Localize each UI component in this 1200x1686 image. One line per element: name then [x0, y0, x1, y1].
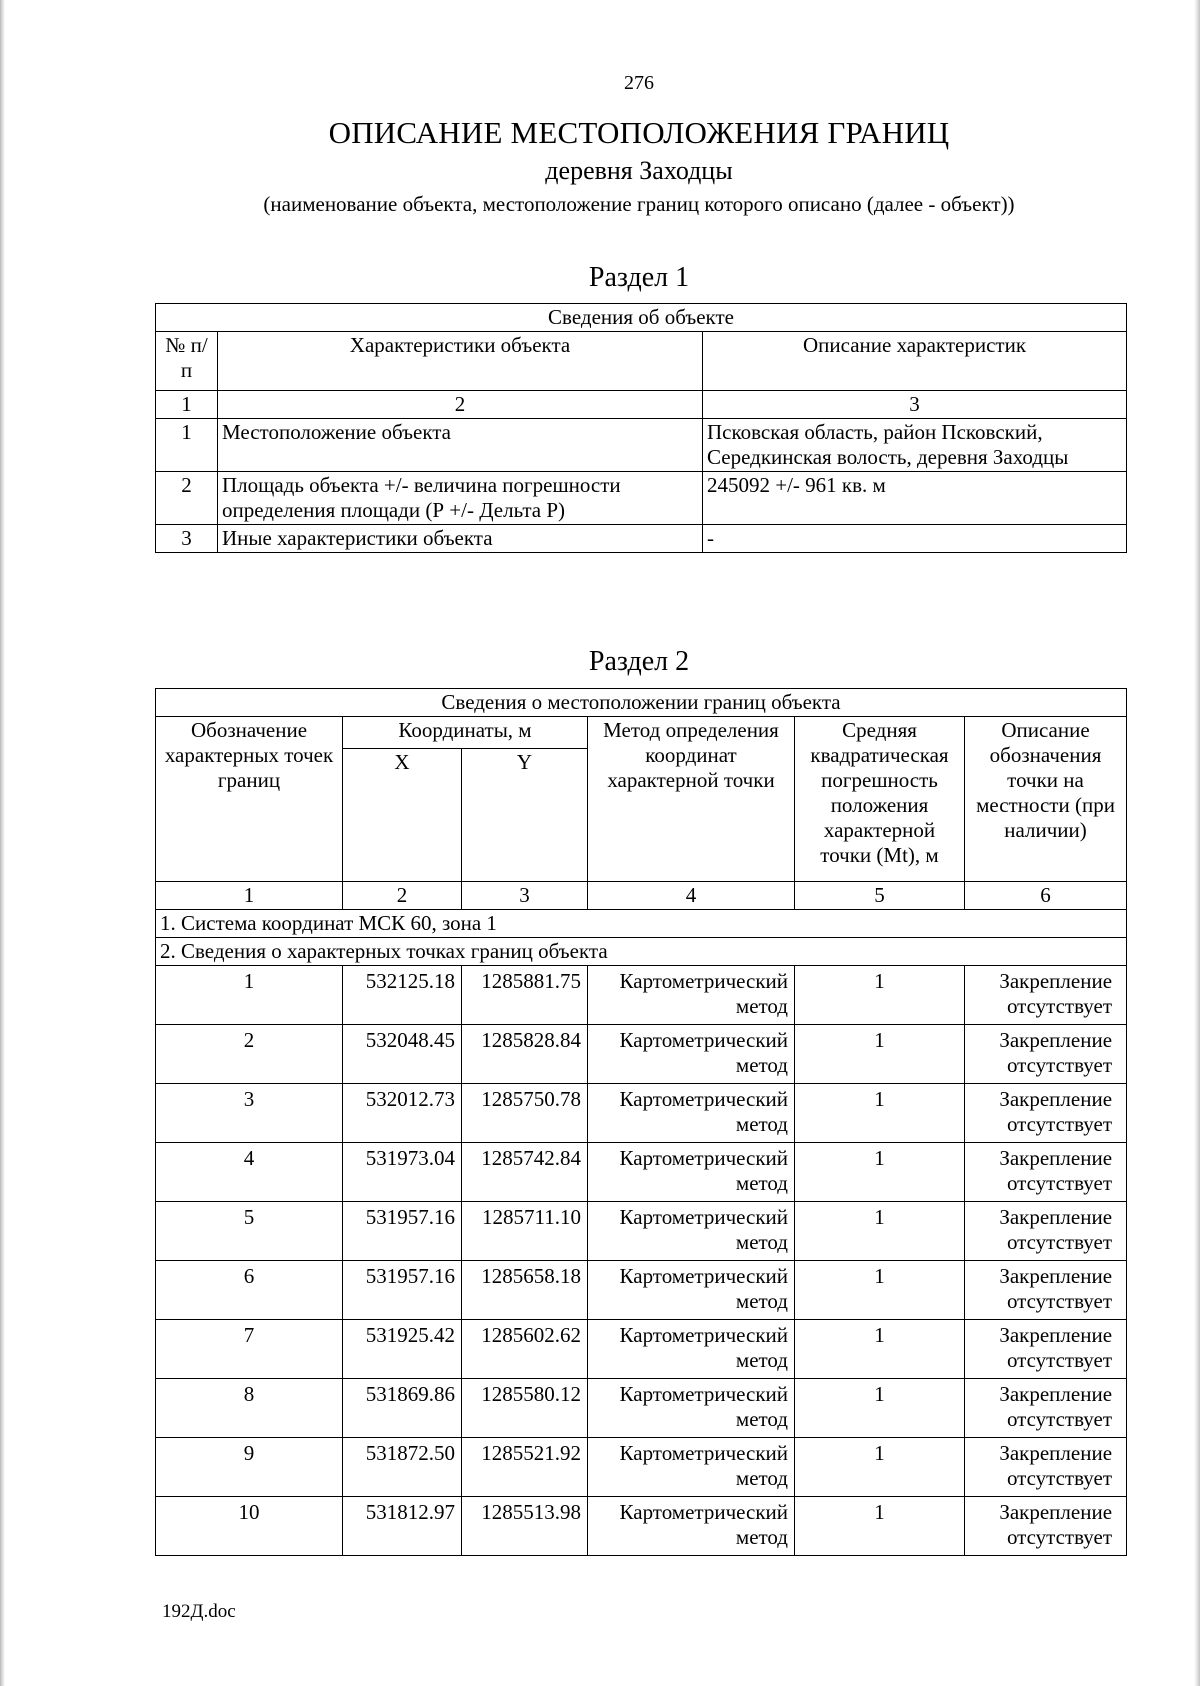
table1-header-num: № п/п	[156, 332, 218, 391]
table-row	[156, 1379, 1127, 1438]
table2-colnum: 2	[343, 882, 462, 910]
coord-y: 1285742.84	[462, 1143, 588, 1202]
point-description: Закрепление отсутствует	[965, 1438, 1127, 1497]
table2-title: Сведения о местоположении границ объекта	[156, 689, 1127, 717]
error-value: 1	[795, 1202, 965, 1261]
row-name: Иные характеристики объекта	[218, 525, 703, 553]
coord-x: 532012.73	[343, 1084, 462, 1143]
point-description: Закрепление отсутствует	[965, 966, 1127, 1025]
table2-colnum: 5	[795, 882, 965, 910]
row-value: Псковская область, район Псковский, Середкинская волость, деревня Заходцы	[703, 419, 1127, 472]
point-id: 6	[156, 1261, 343, 1320]
point-id: 1	[156, 966, 343, 1025]
method: Картометрический метод	[588, 1143, 795, 1202]
point-id: 3	[156, 1084, 343, 1143]
object-info-table	[155, 303, 1127, 553]
coord-x: 531925.42	[343, 1320, 462, 1379]
table-row	[156, 1143, 1127, 1202]
point-id: 8	[156, 1379, 343, 1438]
method: Картометрический метод	[588, 1320, 795, 1379]
header-error: Средняя квадратическая погрешность положения характерной точки (Мt), м	[795, 717, 965, 882]
point-description: Закрепление отсутствует	[965, 1379, 1127, 1438]
coord-x: 531973.04	[343, 1143, 462, 1202]
coord-y: 1285828.84	[462, 1025, 588, 1084]
row-value: -	[703, 525, 1127, 553]
boundary-points-table	[155, 688, 1127, 1556]
table1-colnum: 2	[218, 391, 703, 419]
coord-y: 1285580.12	[462, 1379, 588, 1438]
page-edge-left	[0, 0, 5, 1686]
table-row	[156, 1497, 1127, 1556]
coord-x: 532048.45	[343, 1025, 462, 1084]
table2-colnum: 1	[156, 882, 343, 910]
row-num: 2	[156, 472, 218, 525]
table-row	[156, 1202, 1127, 1261]
error-value: 1	[795, 966, 965, 1025]
error-value: 1	[795, 1143, 965, 1202]
page-title: ОПИСАНИЕ МЕСТОПОЛОЖЕНИЯ ГРАНИЦ	[328, 115, 950, 150]
point-description: Закрепление отсутствует	[965, 1025, 1127, 1084]
point-description: Закрепление отсутствует	[965, 1320, 1127, 1379]
point-description: Закрепление отсутствует	[965, 1143, 1127, 1202]
coord-x: 531957.16	[343, 1202, 462, 1261]
point-id: 5	[156, 1202, 343, 1261]
error-value: 1	[795, 1497, 965, 1556]
coord-y: 1285711.10	[462, 1202, 588, 1261]
section1-heading: Раздел 1	[588, 262, 690, 293]
table1-title: Сведения об объекте	[156, 304, 1127, 332]
point-id: 2	[156, 1025, 343, 1084]
table1-colnum: 1	[156, 391, 218, 419]
title-caption: (наименование объекта, местоположение границ которого описано (далее - объект))	[263, 192, 1015, 216]
coord-y: 1285602.62	[462, 1320, 588, 1379]
coord-y: 1285881.75	[462, 966, 588, 1025]
point-id: 4	[156, 1143, 343, 1202]
method: Картометрический метод	[588, 1202, 795, 1261]
header-description: Описание обозначения точки на местности (при наличии)	[965, 717, 1127, 882]
method: Картометрический метод	[588, 1025, 795, 1084]
section2-heading: Раздел 2	[588, 646, 690, 677]
point-description: Закрепление отсутствует	[965, 1084, 1127, 1143]
table-row	[156, 1320, 1127, 1379]
coord-x: 531872.50	[343, 1438, 462, 1497]
coord-y: 1285658.18	[462, 1261, 588, 1320]
table-row	[156, 1261, 1127, 1320]
table-row	[156, 966, 1127, 1025]
method: Картометрический метод	[588, 966, 795, 1025]
header-y: Y	[462, 749, 588, 882]
point-description: Закрепление отсутствует	[965, 1497, 1127, 1556]
row-num: 3	[156, 525, 218, 553]
table1-header-description: Описание характеристик	[703, 332, 1127, 391]
error-value: 1	[795, 1320, 965, 1379]
header-x: X	[343, 749, 462, 882]
coord-x: 531869.86	[343, 1379, 462, 1438]
table-row	[156, 472, 1127, 525]
table1-header-characteristic: Характеристики объекта	[218, 332, 703, 391]
page-number: 276	[624, 72, 654, 94]
page-edge-right	[1194, 0, 1200, 1686]
table1-colnum: 3	[703, 391, 1127, 419]
method: Картометрический метод	[588, 1379, 795, 1438]
method: Картометрический метод	[588, 1497, 795, 1556]
point-description: Закрепление отсутствует	[965, 1202, 1127, 1261]
method: Картометрический метод	[588, 1438, 795, 1497]
error-value: 1	[795, 1379, 965, 1438]
points-section-row: 2. Сведения о характерных точках границ объекта	[156, 938, 1127, 966]
header-coords: Координаты, м	[343, 717, 588, 749]
table-row	[156, 1025, 1127, 1084]
table2-colnum: 3	[462, 882, 588, 910]
coord-y: 1285513.98	[462, 1497, 588, 1556]
error-value: 1	[795, 1084, 965, 1143]
method: Картометрический метод	[588, 1261, 795, 1320]
coord-y: 1285521.92	[462, 1438, 588, 1497]
table-row	[156, 525, 1127, 553]
coordinate-system-row: 1. Система координат МСК 60, зона 1	[156, 910, 1127, 938]
header-method: Метод определения координат характерной точки	[588, 717, 795, 882]
footer-filename: 192Д.doc	[162, 1601, 236, 1622]
row-value: 245092 +/- 961 кв. м	[703, 472, 1127, 525]
point-id: 9	[156, 1438, 343, 1497]
error-value: 1	[795, 1438, 965, 1497]
row-num: 1	[156, 419, 218, 472]
point-description: Закрепление отсутствует	[965, 1261, 1127, 1320]
table-row	[156, 1084, 1127, 1143]
error-value: 1	[795, 1261, 965, 1320]
point-id: 10	[156, 1497, 343, 1556]
page-subtitle: деревня Заходцы	[545, 156, 733, 185]
table-row	[156, 419, 1127, 472]
coord-x: 531957.16	[343, 1261, 462, 1320]
coord-x: 531812.97	[343, 1497, 462, 1556]
table-row	[156, 1438, 1127, 1497]
table2-colnum: 6	[965, 882, 1127, 910]
method: Картометрический метод	[588, 1084, 795, 1143]
coord-y: 1285750.78	[462, 1084, 588, 1143]
row-name: Площадь объекта +/- величина погрешности определения площади (Р +/- Дельта Р)	[218, 472, 703, 525]
coord-x: 532125.18	[343, 966, 462, 1025]
table2-colnum: 4	[588, 882, 795, 910]
point-id: 7	[156, 1320, 343, 1379]
header-point: Обозначение характерных точек границ	[156, 717, 343, 882]
error-value: 1	[795, 1025, 965, 1084]
row-name: Местоположение объекта	[218, 419, 703, 472]
